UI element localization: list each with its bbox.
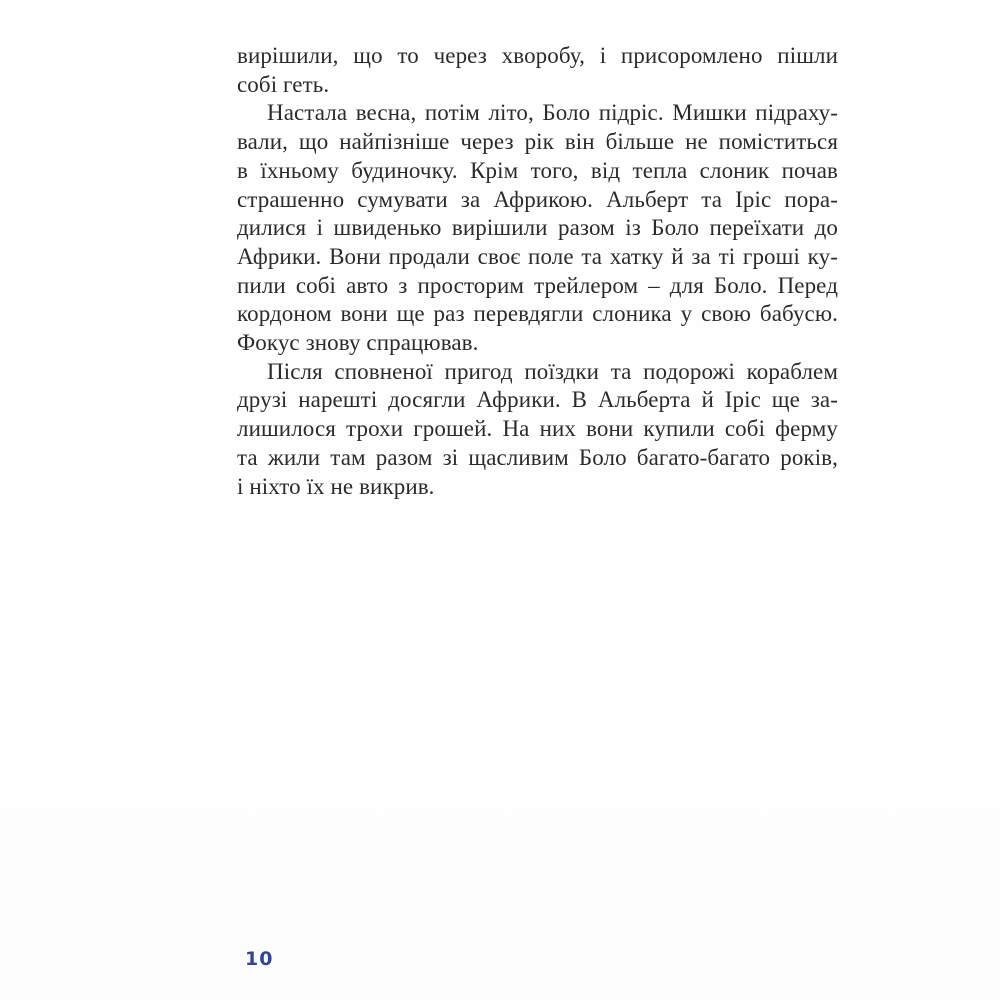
text-line: та жили там разом зі щасливим Боло багато-багато років, — [237, 444, 838, 470]
paragraph — [237, 99, 838, 357]
page-number: 10 — [245, 948, 274, 970]
text-line: і ніхто їх не викрив. — [237, 473, 435, 499]
text-block — [237, 42, 838, 501]
text-line: Африки. Вони продали своє поле та хатку й за ті гроші ку- — [237, 243, 838, 269]
text-line: дилися і швиденько вирішили разом із Боло переїхати до — [237, 215, 838, 241]
text-line: лишилося трохи грошей. На них вони купили собі ферму — [237, 416, 838, 442]
paragraph — [237, 42, 838, 99]
text-line: Після сповненої пригод поїздки та подорожі кораблем — [267, 358, 838, 384]
text-line: Фокус знову спрацював. — [237, 330, 479, 356]
text-line: вирішили, що то через хворобу, і присоромлено пішли — [237, 43, 838, 68]
paragraph — [237, 358, 838, 502]
text-line: собі геть. — [237, 71, 330, 97]
text-line: вали, що найпізніше через рік він більше не поміститься — [237, 129, 838, 155]
text-line: Настала весна, потім літо, Боло підріс. Мишки підраху- — [267, 100, 838, 126]
text-line: пили собі авто з просторим трейлером – для Боло. Перед — [237, 272, 838, 298]
text-line: друзі нарешті досягли Африки. В Альберта й Іріс ще за- — [237, 387, 838, 413]
text-line: в їхньому будиночку. Крім того, від тепла слоник почав — [237, 157, 838, 183]
text-line: страшенно сумувати за Африкою. Альберт та Іріс пора- — [237, 186, 838, 212]
text-line: кордоном вони ще раз перевдягли слоника у свою бабусю. — [237, 301, 838, 327]
